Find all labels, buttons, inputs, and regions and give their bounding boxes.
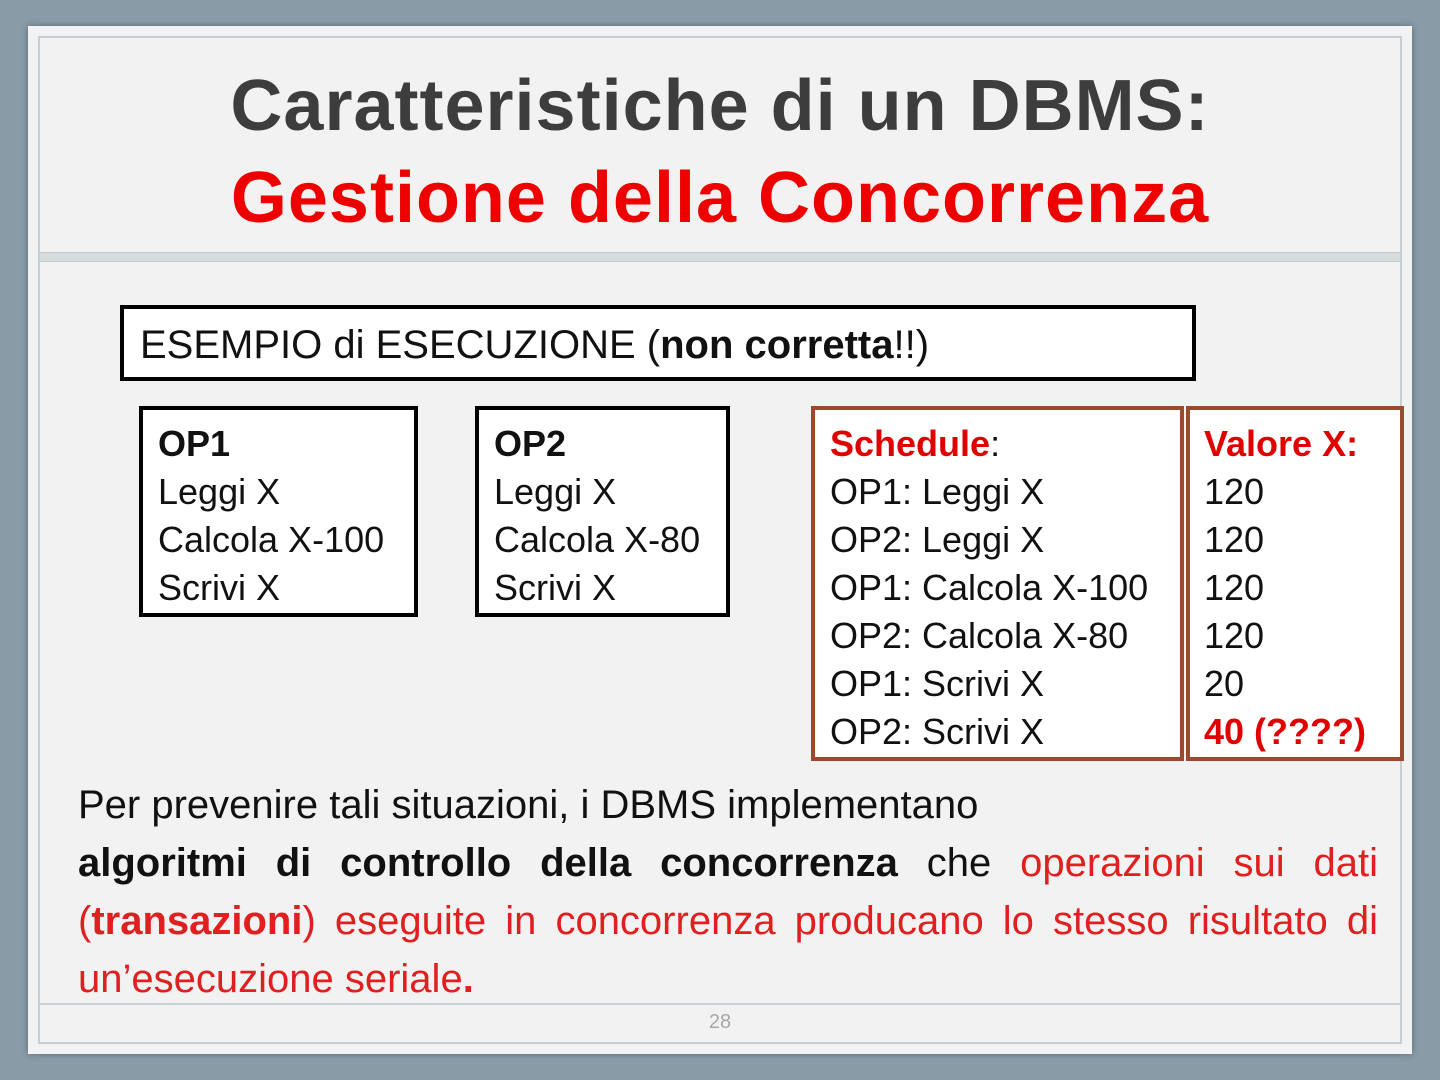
op2-title: OP2 [494,423,567,464]
example-box [120,305,1196,381]
valore-value: 120 [1204,615,1265,656]
op1-line: Leggi X [158,471,281,512]
slide [28,26,1412,1054]
title-line-2: Gestione della Concorrenza [230,158,1210,238]
op1-line: Scrivi X [158,567,281,608]
para-mid: che [897,841,1021,885]
example-bold: non corretta [660,323,894,367]
valore-final: 40 (????) [1204,711,1366,752]
slide-title [28,60,1412,244]
valore-value: 20 [1204,663,1245,704]
schedule-colon: : [990,423,1001,464]
valore-box [1186,406,1404,761]
op1-line: Calcola X-100 [158,519,385,560]
valore-title: Valore X: [1204,423,1359,464]
op2-box [475,406,730,617]
op2-line: Scrivi X [494,567,617,608]
para-red-2: ) eseguite in concorrenza producano lo stesso risultato di un’esecuzione seriale [78,899,1378,1001]
page-number: 28 [40,1003,1400,1039]
op1-title: OP1 [158,423,231,464]
schedule-step: OP1: Calcola X-100 [830,567,1149,608]
example-suffix: !!) [893,323,930,367]
title-line-1: Caratteristiche di un DBMS: [230,66,1210,146]
para-end: . [462,957,474,1001]
schedule-step: OP2: Leggi X [830,519,1045,560]
schedule-title: Schedule [830,423,991,464]
op2-line: Leggi X [494,471,617,512]
title-divider [40,252,1400,262]
para-red-bold: transazioni [91,899,303,943]
para-red-1: operazioni sui dati ( [78,841,1379,943]
op2-line: Calcola X-80 [494,519,701,560]
para-bold: algoritmi di controllo della concorrenza [78,841,898,885]
schedule-box [811,406,1184,761]
example-prefix: ESEMPIO di ESECUZIONE ( [140,323,661,367]
op1-box [139,406,418,617]
schedule-step: OP2: Scrivi X [830,711,1045,752]
valore-value: 120 [1204,519,1265,560]
para-intro: Per prevenire tali situazioni, i DBMS implementano [78,783,979,827]
explanation-paragraph [78,776,1378,1008]
schedule-step: OP1: Leggi X [830,471,1045,512]
schedule-step: OP1: Scrivi X [830,663,1045,704]
schedule-step: OP2: Calcola X-80 [830,615,1129,656]
valore-value: 120 [1204,471,1265,512]
valore-value: 120 [1204,567,1265,608]
